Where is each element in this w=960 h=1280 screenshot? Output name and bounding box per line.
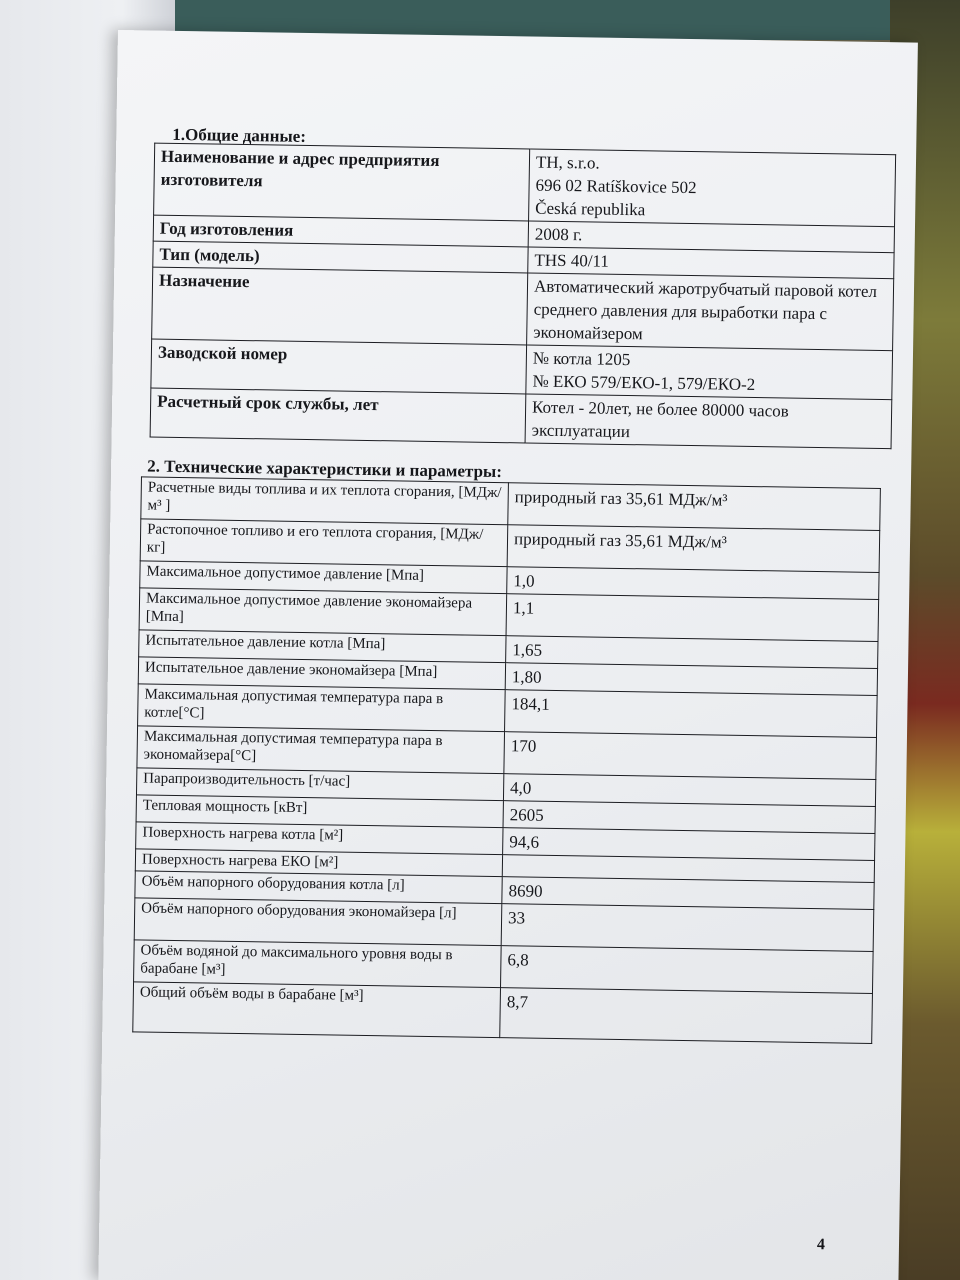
- row-label: Испытательное давление котла [Мпа]: [139, 630, 506, 663]
- table-row: [150, 388, 892, 449]
- row-label: Испытательное давление экономайзера [Мпа]: [138, 657, 505, 690]
- row-value: THS 40/11: [528, 247, 894, 279]
- value-line: TH, s.r.o.: [535, 152, 600, 173]
- row-value: природный газ 35,61 МДж/м³: [507, 525, 880, 573]
- value-line: Česká republika: [535, 198, 646, 220]
- row-value: 170: [504, 732, 877, 780]
- row-value: 94,6: [503, 828, 875, 861]
- row-value: 2605: [503, 801, 875, 834]
- row-label: Парапроизводительность [т/час]: [136, 768, 503, 801]
- value-line: № ЕКО 579/ЕКО-1, 579/ЕКО-2: [532, 371, 756, 395]
- document-page: [98, 30, 918, 1280]
- value-line: № котла 1205: [532, 348, 631, 370]
- section-1-title: 1.Общие данные:: [172, 124, 307, 146]
- row-value: 1,65: [506, 636, 878, 669]
- row-value: 1,80: [505, 663, 877, 696]
- row-value: 1,0: [507, 567, 879, 600]
- row-label: Общий объём воды в барабане [м³]: [133, 982, 501, 1038]
- row-label: Объём водяной до максимального уровня воды в барабане [м³]: [134, 940, 502, 988]
- row-label: Максимальная допустимая температура пара в экономайзера[°С]: [137, 726, 505, 774]
- row-label: Поверхность нагрева ЕКО [м²]: [135, 849, 502, 877]
- row-value: природный газ 35,61 МДж/м³: [508, 483, 881, 531]
- row-label: Тепловая мощность [кВт]: [136, 795, 503, 828]
- row-label: Поверхность нагрева котла [м²]: [136, 822, 503, 855]
- row-value: [526, 345, 893, 400]
- row-label: Объём напорного оборудования экономайзера [л]: [134, 898, 502, 946]
- technical-parameters-table: [132, 476, 881, 1044]
- row-value: 4,0: [503, 774, 875, 807]
- section-2-title: 2. Технические характеристики и параметры:: [147, 456, 503, 482]
- table-row: [133, 982, 873, 1044]
- row-label: Тип (модель): [153, 241, 528, 273]
- table-row: [154, 143, 896, 227]
- page-number: 4: [816, 1236, 826, 1254]
- table-row: [152, 267, 894, 351]
- row-value: 33: [501, 904, 874, 952]
- row-label: Максимальное допустимое давление [Мпа]: [140, 561, 507, 594]
- row-label: Максимальная допустимая температура пара в котле[°С]: [138, 684, 506, 732]
- row-label: Наименование и адрес предприятия изготовителя: [154, 143, 530, 221]
- row-value: 6,8: [501, 946, 874, 994]
- row-value: Автоматический жаротрубчатый паровой котел среднего давления для выработки пара с экономайзером: [527, 273, 894, 351]
- row-value: 8,7: [500, 988, 873, 1044]
- row-label: Объём напорного оборудования котла [л]: [135, 871, 502, 904]
- row-label: Заводской номер: [151, 339, 527, 394]
- row-value: [529, 149, 896, 227]
- row-label: Максимальное допустимое давление экономайзера [Мпа]: [139, 588, 507, 636]
- row-value: 1,1: [506, 594, 879, 642]
- row-label: Растопочное топливо и его теплота сгорания, [МДж/кг]: [140, 519, 508, 567]
- row-value: Котел - 20лет, не более 80000 часов эксплуатации: [525, 394, 892, 449]
- value-line: 696 02 Ratíškovice 502: [535, 175, 697, 198]
- row-label: Расчетные виды топлива и их теплота сгорания, [МДж/м³ ]: [141, 477, 509, 525]
- row-label: Назначение: [152, 267, 528, 345]
- row-value: 184,1: [505, 690, 878, 738]
- general-data-table: [150, 143, 897, 450]
- row-value: 8690: [502, 877, 874, 910]
- row-label: Год изготовления: [153, 215, 528, 247]
- row-label: Расчетный срок службы, лет: [150, 388, 526, 443]
- row-value: 2008 г.: [528, 221, 894, 253]
